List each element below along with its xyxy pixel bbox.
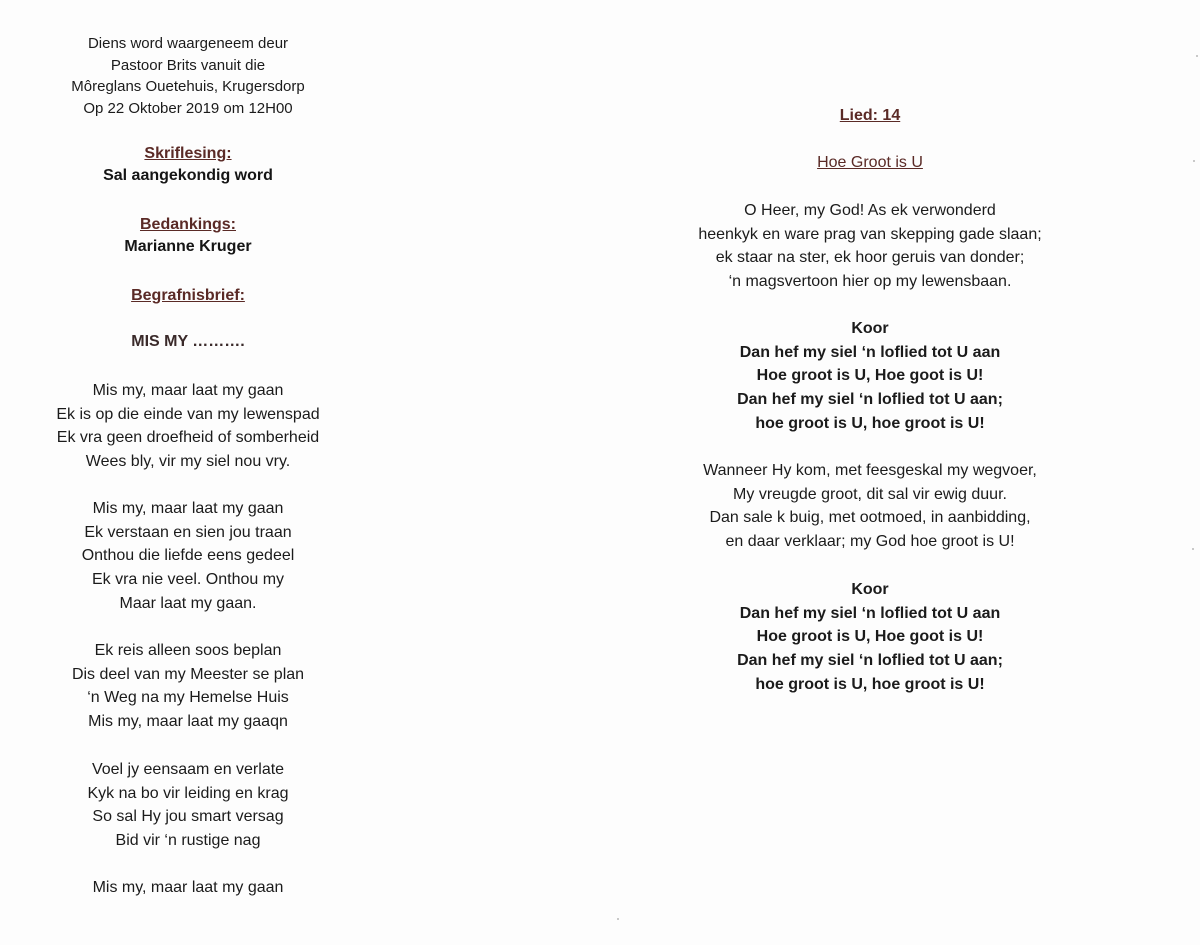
service-info-line: Môreglans Ouetehuis, Krugersdorp	[71, 78, 305, 95]
chorus-line: Dan hef my siel ‘n loflied tot U aan	[739, 604, 1001, 622]
poem-line: Mis my, maar laat my gaan	[92, 500, 284, 517]
poem-line: Maar laat my gaan.	[119, 594, 257, 612]
chorus-line: Dan hef my siel ‘n loflied tot U aan;	[737, 391, 1003, 409]
chorus-line: hoe groot is U, hoe groot is U!	[755, 414, 985, 432]
poem-line: Onthou die liefde eens gedeel	[81, 547, 295, 565]
chorus-line: Hoe groot is U, Hoe goot is U!	[756, 628, 984, 646]
letter-section	[38, 285, 338, 307]
poem-line: Mis my, maar laat my gaaqn	[88, 713, 288, 731]
chorus-line: Dan hef my siel ‘n loflied tot U aan;	[737, 652, 1003, 670]
scan-speck	[1193, 160, 1195, 162]
service-info-line: Op 22 Oktober 2019 om 12H00	[83, 99, 293, 117]
poem-stanza	[38, 639, 338, 734]
poem-line: Bid vir ‘n rustige nag	[115, 832, 261, 850]
song-chorus	[640, 578, 1100, 697]
scripture-section	[38, 143, 338, 187]
thanks-heading: Bedankings:	[139, 216, 236, 233]
poem-line: Wees bly, vir my siel nou vry.	[85, 453, 291, 471]
song-title-text: Hoe Groot is U	[817, 154, 923, 171]
poem-stanza	[38, 497, 338, 616]
poem-title	[38, 331, 338, 353]
poem-line: So sal Hy jou smart versag	[92, 808, 284, 826]
poem-line: Kyk na bo vir leiding en krag	[87, 784, 289, 802]
scan-speck	[1192, 548, 1194, 550]
chorus-title: Koor	[851, 581, 889, 598]
song-number-text: Lied: 14	[839, 107, 901, 124]
song-verse	[640, 459, 1100, 554]
poem-title-text: MIS MY ……….	[131, 333, 245, 350]
poem-line: Ek verstaan en sien jou traan	[84, 523, 292, 541]
poem-line: Mis my, maar laat my gaan	[92, 879, 284, 896]
thanks-section	[38, 214, 338, 258]
song-title	[640, 152, 1100, 174]
poem-stanza	[38, 379, 338, 474]
scripture-heading: Skriflesing:	[144, 145, 232, 162]
poem-stanza	[38, 758, 338, 853]
song-line: ek staar na ster, ek hoor geruis van donder;	[715, 249, 1025, 267]
chorus-line: Hoe groot is U, Hoe goot is U!	[756, 367, 984, 385]
song-line: My vreugde groot, dit sal vir ewig duur.	[733, 485, 1007, 503]
song-line: Wanneer Hy kom, met feesgeskal my wegvoer,	[703, 462, 1037, 479]
chorus-title: Koor	[851, 320, 889, 337]
service-info-line: Diens word waargeneem deur	[87, 35, 289, 52]
song-line: en daar verklaar; my God hoe groot is U!	[725, 533, 1015, 551]
poem-line: Dis deel van my Meester se plan	[71, 665, 305, 683]
service-info	[38, 33, 338, 119]
poem-line: ‘n Weg na my Hemelse Huis	[87, 689, 289, 707]
letter-heading: Begrafnisbrief:	[131, 287, 245, 304]
thanks-value: Marianne Kruger	[124, 238, 252, 255]
chorus-line: hoe groot is U, hoe groot is U!	[755, 675, 985, 693]
poem-line: Ek reis alleen soos beplan	[94, 642, 282, 659]
song-verse	[640, 199, 1100, 294]
scan-speck	[1196, 55, 1198, 57]
poem-line: Voel jy eensaam en verlate	[91, 761, 285, 778]
song-line: O Heer, my God! As ek verwonderd	[744, 202, 996, 219]
scripture-value: Sal aangekondig word	[103, 167, 273, 184]
chorus-line: Dan hef my siel ‘n loflied tot U aan	[739, 343, 1001, 361]
song-line: heenkyk en ware prag van skepping gade slaan;	[698, 225, 1042, 243]
poem-line: Ek vra nie veel. Onthou my	[91, 571, 285, 589]
scan-speck	[617, 918, 619, 920]
poem-line: Mis my, maar laat my gaan	[92, 382, 284, 399]
song-line: Dan sale k buig, met ootmoed, in aanbidding,	[709, 509, 1031, 527]
poem-line: Ek vra geen droefheid of somberheid	[56, 429, 320, 447]
poem-stanza	[38, 876, 338, 900]
song-line: ‘n magsvertoon hier op my lewensbaan.	[728, 273, 1012, 291]
service-info-line: Pastoor Brits vanuit die	[110, 56, 266, 74]
poem-line: Ek is op die einde van my lewenspad	[56, 405, 320, 423]
song-number	[640, 105, 1100, 127]
song-chorus	[640, 317, 1100, 436]
